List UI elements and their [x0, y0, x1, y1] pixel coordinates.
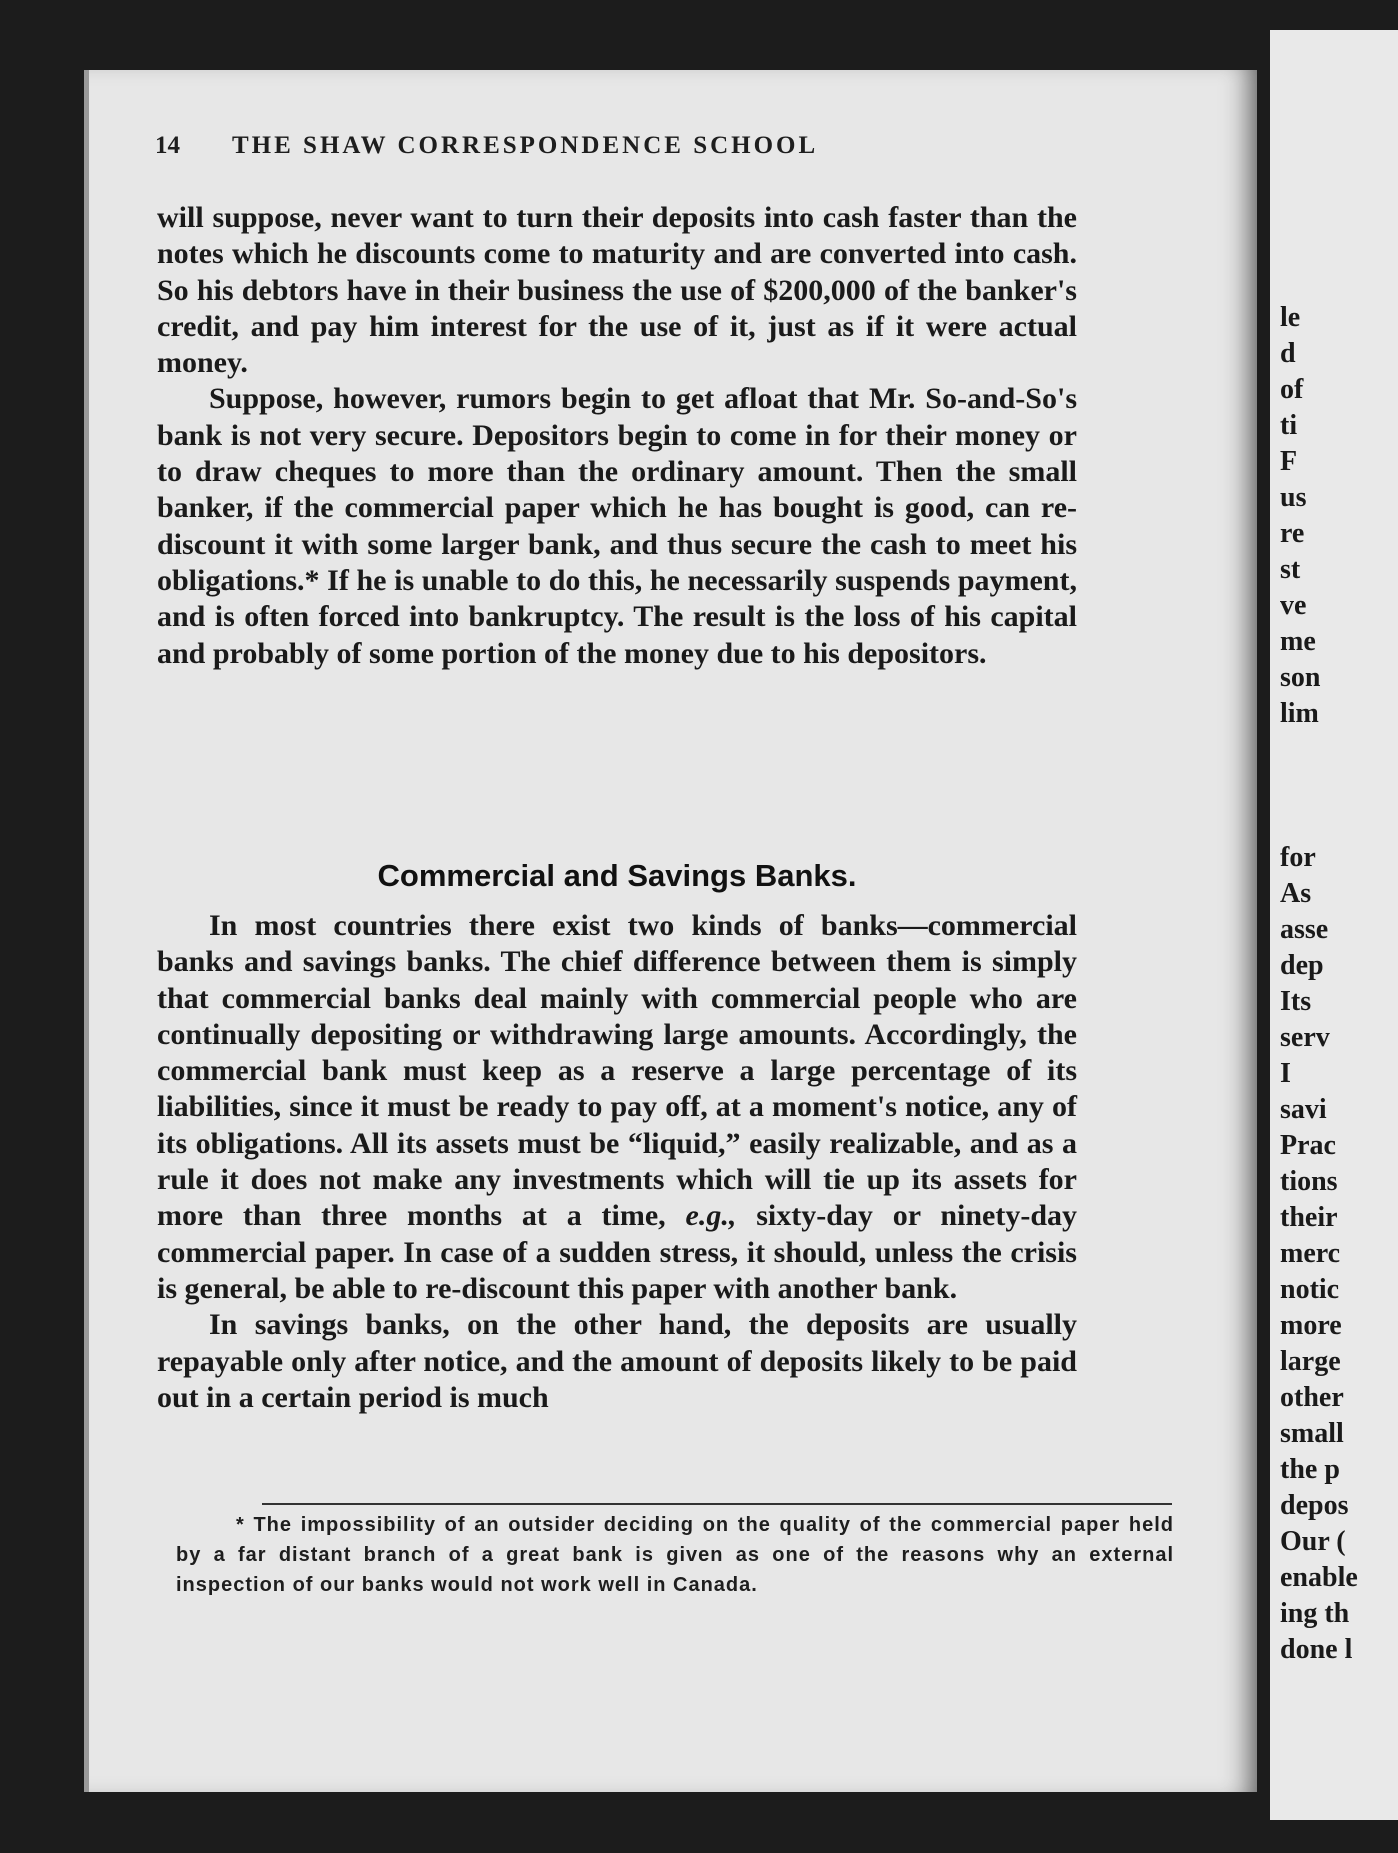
facing-line: Prac	[1280, 1130, 1336, 1161]
facing-line: st	[1280, 554, 1301, 585]
facing-line: us	[1280, 482, 1307, 513]
facing-line: their	[1280, 1202, 1338, 1233]
running-header	[155, 132, 818, 160]
facing-line: tions	[1280, 1166, 1338, 1197]
facing-line: notic	[1280, 1274, 1340, 1305]
facing-line: depos	[1280, 1490, 1349, 1521]
facing-line: ing th	[1280, 1598, 1350, 1629]
section-heading: Commercial and Savings Banks.	[377, 858, 857, 893]
facing-line: small	[1280, 1418, 1344, 1449]
facing-line: ve	[1280, 590, 1307, 621]
paragraph-3-part-2: sixty-day or ninety-day commercial paper. In case of a sudden stress, it should, unless the crisis is general, be able to re-discount this paper with another bank.	[157, 1199, 1078, 1305]
paragraph-3	[157, 908, 1077, 1307]
facing-line: I	[1280, 1058, 1291, 1089]
facing-line: As	[1280, 878, 1312, 909]
facing-line: Our (	[1280, 1526, 1346, 1557]
paragraph-1: will suppose, never want to turn their deposits into cash faster than the notes which he discounts come to maturity and are converted into cash. So his debtors have in their business the use of $200,000 of the banker's credit, and pay him interest for the use of it, just as if it were actual money.	[157, 201, 1077, 380]
facing-line: more	[1280, 1310, 1342, 1341]
running-title: THE SHAW CORRESPONDENCE SCHOOL	[232, 132, 819, 159]
facing-page	[1270, 30, 1398, 1820]
facing-line: serv	[1280, 1022, 1330, 1053]
facing-line: asse	[1280, 914, 1329, 945]
facing-line: ti	[1280, 410, 1298, 441]
footnote: * The impossibility of an outsider deciding on the quality of the commercial paper held by a far distant branch of a great bank is given as one of the reasons why an external inspection of our banks would not work well in Canada.	[176, 1514, 1174, 1596]
facing-line: re	[1280, 518, 1305, 549]
facing-line: dep	[1280, 950, 1324, 981]
facing-line: son	[1280, 662, 1321, 693]
facing-line: Its	[1280, 986, 1312, 1017]
facing-line: other	[1280, 1382, 1344, 1413]
facing-page-text	[1280, 300, 1358, 1668]
facing-line: F	[1280, 446, 1298, 477]
facing-line: enable	[1280, 1562, 1358, 1593]
facing-line: savi	[1280, 1094, 1327, 1125]
facing-line: large	[1280, 1346, 1341, 1377]
paragraph-3-part-1: In most countries there exist two kinds of banks—commercial banks and savings banks. The chief difference between them is simply that commercial banks deal mainly with commercial people who are continually depositing or withdrawing large amounts. Accordingly, the commercial bank must keep as a reserve a large percentage of its liabilities, since it must be ready to pay off, at a moment's notice, any of its obligations. All its assets must be “liquid,” easily realizable, and as a rule it does not make any investments which will tie up its assets for more than three months at a time,	[157, 909, 1077, 1233]
facing-line: the p	[1280, 1454, 1340, 1485]
facing-line: lim	[1280, 698, 1319, 729]
paragraph-3-eg: e.g.,	[685, 1199, 737, 1233]
facing-line: d	[1280, 338, 1296, 369]
facing-line: for	[1280, 842, 1316, 873]
facing-line: me	[1280, 626, 1316, 657]
body-text	[157, 200, 1077, 672]
facing-line: done l	[1280, 1634, 1353, 1665]
page-number: 14	[155, 132, 180, 159]
body-text-lower	[157, 908, 1077, 1416]
facing-line: merc	[1280, 1238, 1341, 1269]
facing-line: le	[1280, 302, 1301, 333]
paragraph-2: Suppose, however, rumors begin to get afloat that Mr. So-and-So's bank is not very secure. Depositors begin to come in for their money or to draw cheques to more than the ordinary amount. Then the small banker, if the commercial paper which he has bought is good, can re-discount it with some larger bank, and thus secure the cash to meet his obligations.* If he is unable to do this, he necessarily suspends payment, and is often forced into bankruptcy. The result is the loss of his capital and probably of some portion of the money due to his depositors.	[157, 382, 1077, 670]
paragraph-4: In savings banks, on the other hand, the deposits are usually repayable only after notice, and the amount of deposits likely to be paid out in a certain period is much	[157, 1308, 1077, 1414]
facing-line: of	[1280, 374, 1304, 405]
footnote-rule	[262, 1503, 1172, 1505]
